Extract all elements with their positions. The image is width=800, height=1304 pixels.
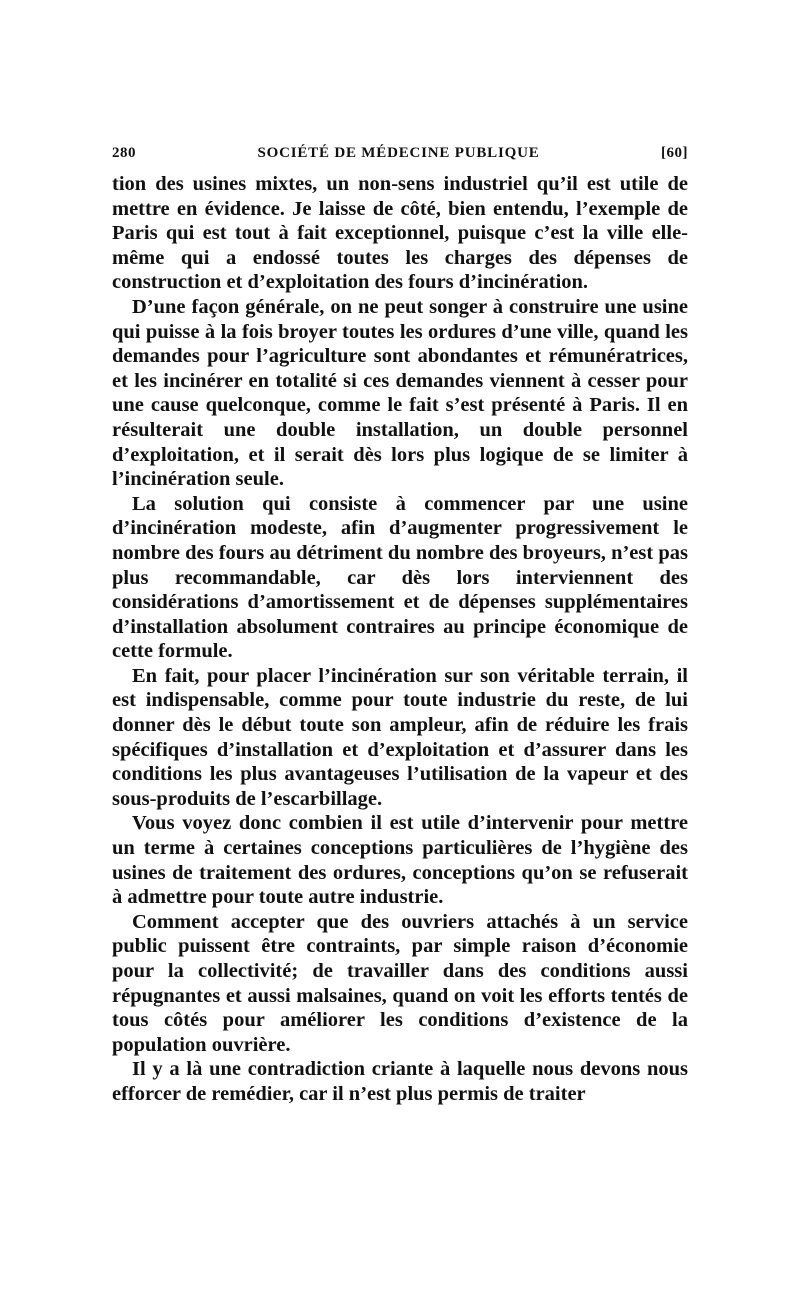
body-text xyxy=(112,172,688,1107)
paragraph-2: D’une façon générale, on ne peut songer à construire une usine qui puisse à la fois broyer toutes les ordures d’une ville, quand les demandes pour l’agriculture sont abondantes et rémunératrices, et les incinérer en totalité si ces demandes viennent à cesser pour une cause quelconque, comme le fait s’est présenté à Paris. Il en résulterait une double installation, un double personnel d’exploitation, et il serait dès lors plus logique de se limiter à l’incinération seule. xyxy=(112,295,688,491)
paragraph-1: tion des usines mixtes, un non-sens industriel qu’il est utile de mettre en évidence. Je laisse de côté, bien entendu, l’exemple de Paris qui est tout à fait exceptionnel, puisque c’est la ville elle-même qui a endossé toutes les charges des dépenses de construction et d’exploitation des fours d’incinération. xyxy=(112,173,688,294)
paragraph-3: La solution qui consiste à commencer par une usine d’incinération modeste, afin d’augmenter progressivement le nombre des fours au détriment du nombre des broyeurs, n’est pas plus recommandable, car dès lors interviennent des considérations d’amortissement et de dépenses supplémentaires d’installation absolument contraires au principe économique de cette formule. xyxy=(112,492,688,663)
paragraph-4: En fait, pour placer l’incinération sur son véritable terrain, il est indispensable, comme pour toute industrie du reste, de lui donner dès le début toute son ampleur, afin de réduire les frais spécifiques d’installation et d’exploitation et d’assurer dans les conditions les plus avantageuses l’utilisation de la vapeur et des sous-produits de l’escarbillage. xyxy=(112,664,688,810)
bracket-page-number: [60] xyxy=(660,145,688,161)
paragraph-5: Vous voyez donc combien il est utile d’intervenir pour mettre un terme à certaines conceptions particulières de l’hygiène des usines de traitement des ordures, conceptions qu’on se refuserait à admettre pour toute autre industrie. xyxy=(112,812,688,909)
paragraph-7: Il y a là une contradiction criante à laquelle nous devons nous efforcer de remédier, car il n’est plus permis de traiter xyxy=(112,1058,688,1105)
paragraph-6: Comment accepter que des ouvriers attachés à un service public puissent être contraints, par simple raison d’économie pour la collectivité; de travailler dans des conditions aussi répugnantes et aussi malsaines, quand on voit les efforts tentés de tous côtés pour améliorer les conditions d’existence de la population ouvrière. xyxy=(112,910,688,1056)
running-header xyxy=(112,145,688,162)
running-title: SOCIÉTÉ DE MÉDECINE PUBLIQUE xyxy=(257,145,540,161)
document-page xyxy=(112,145,688,1107)
page-number: 280 xyxy=(112,145,136,161)
